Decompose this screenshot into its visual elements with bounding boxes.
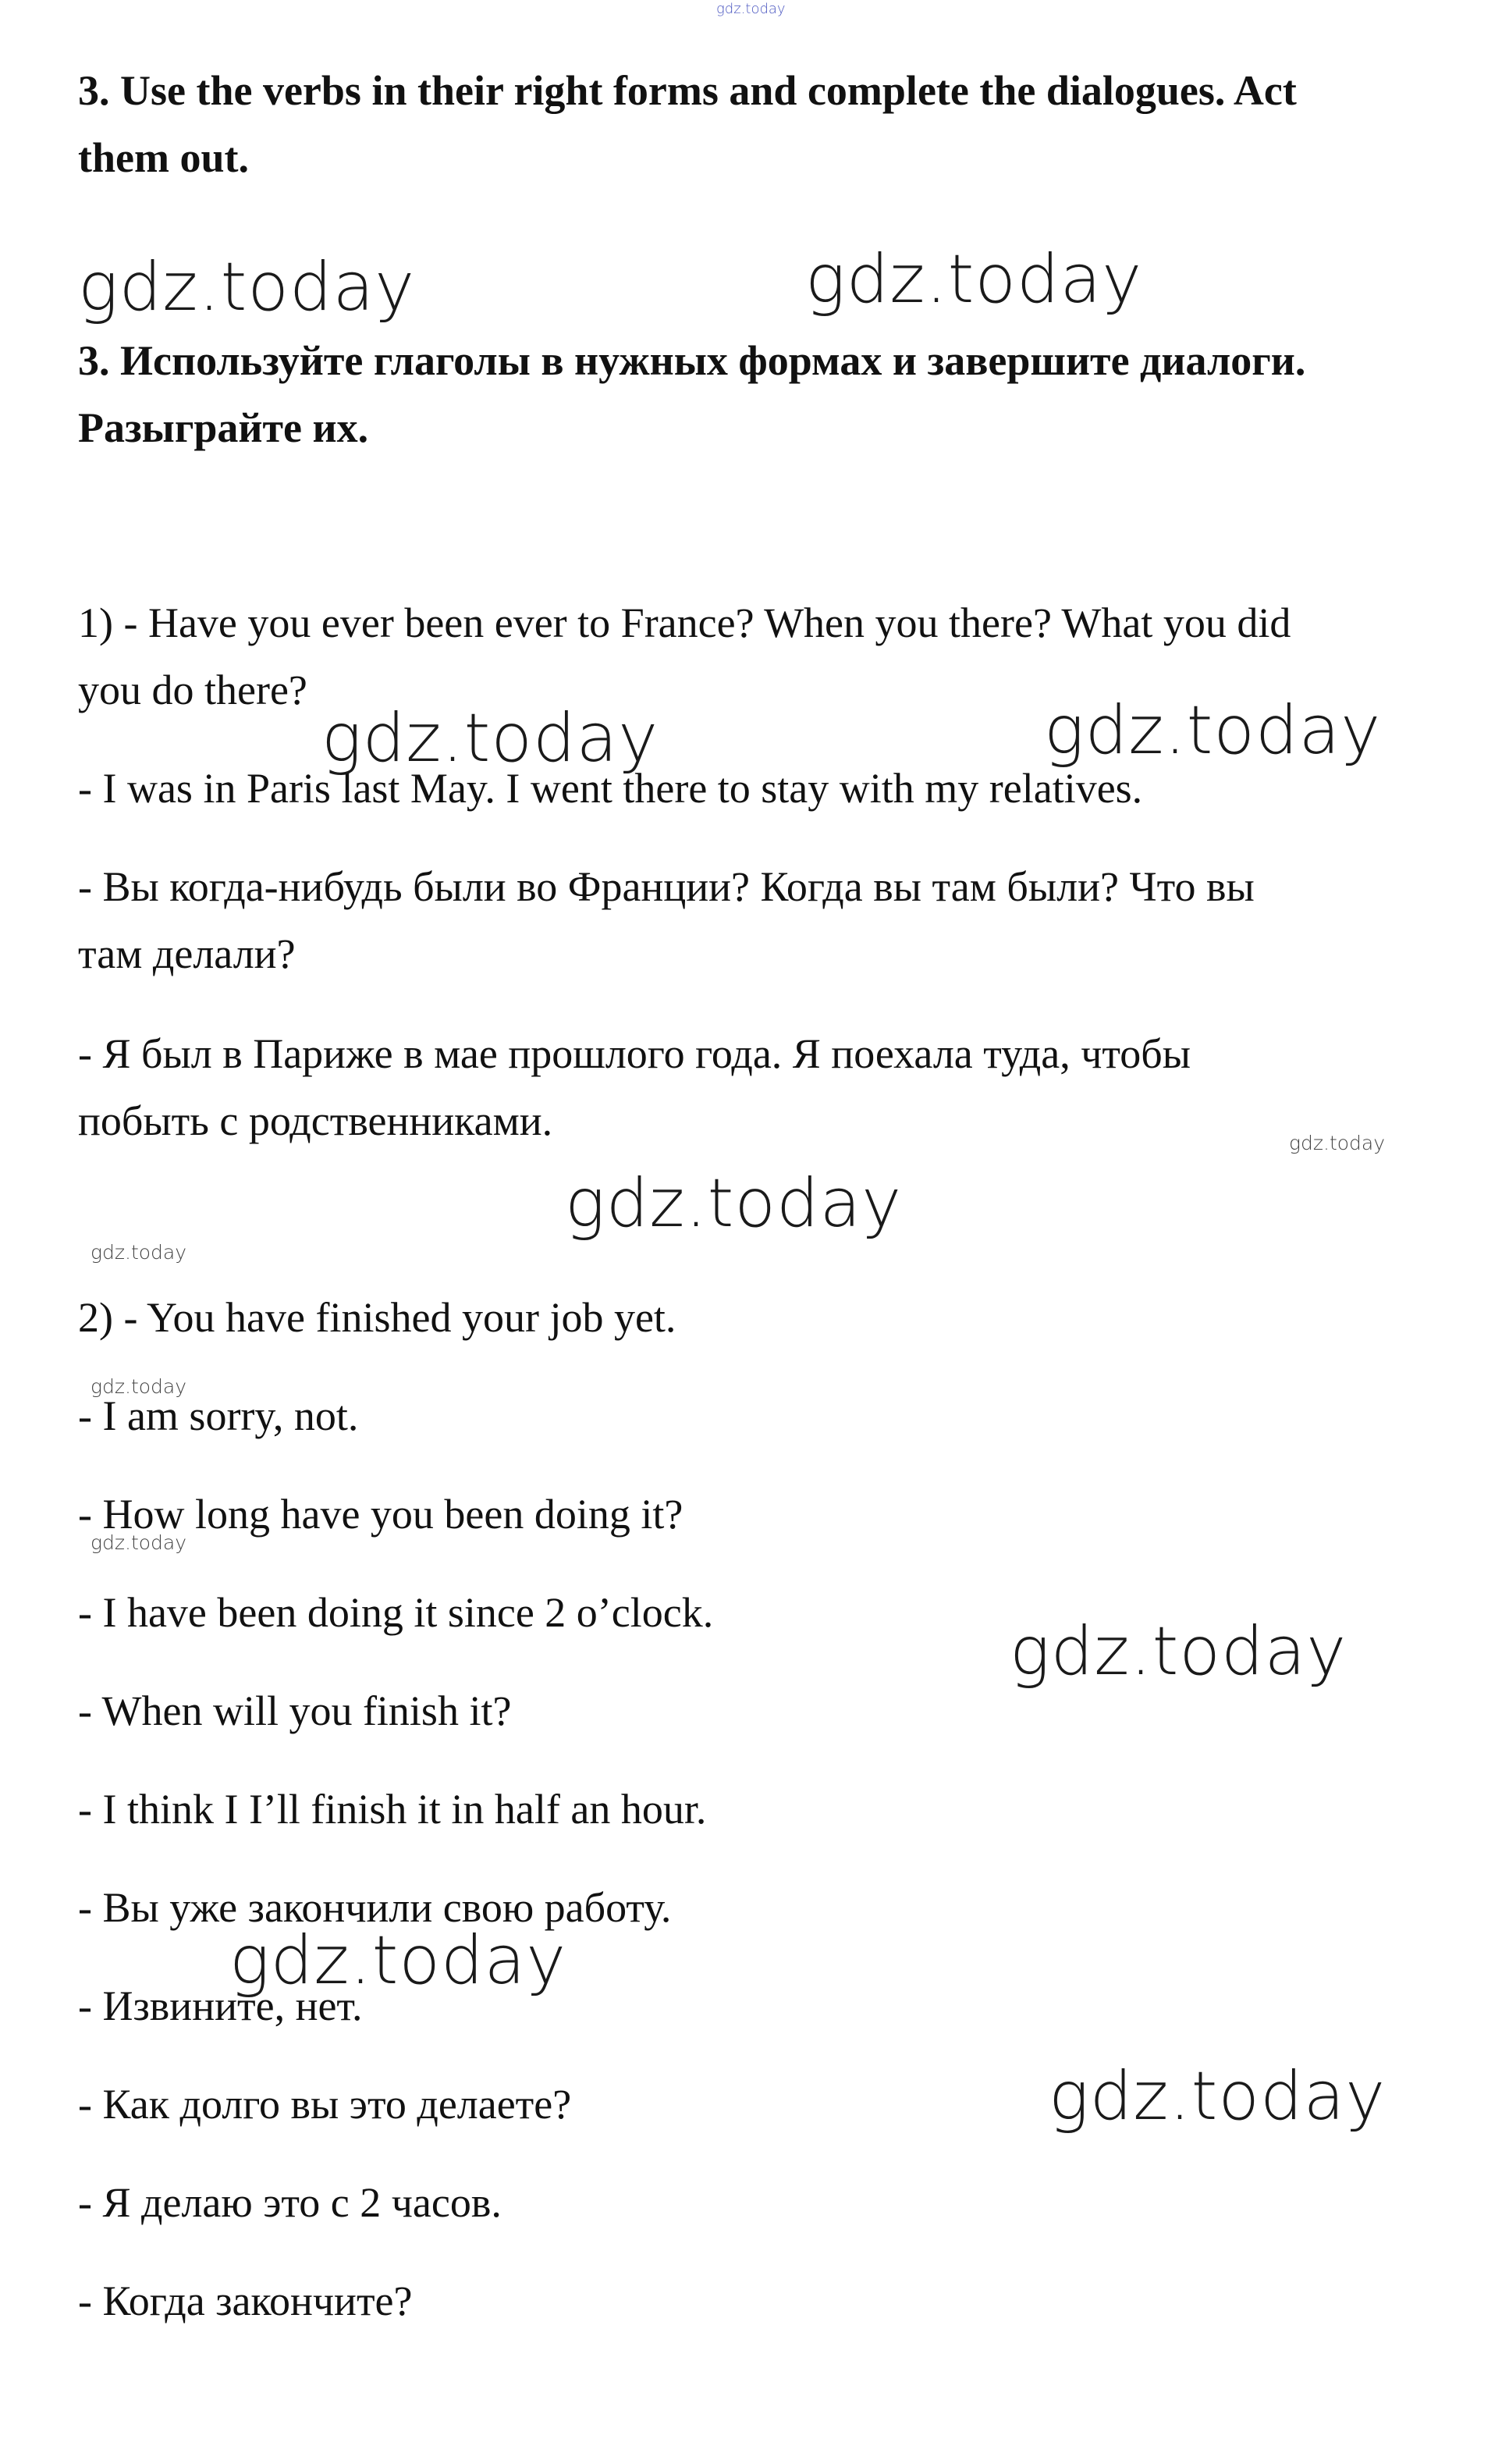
dialogue1-answer-line1: - I was in Paris last May. I went there to stay with my relatives.	[78, 765, 1143, 812]
dialogue2-line: - Я делаю это с 2 часов.	[78, 2179, 502, 2226]
watermark: gdz.today	[565, 1164, 903, 1243]
dialogue2-line: - I have been doing it since 2 o’clock.	[78, 1589, 714, 1636]
dialogue2-line: - I think I I’ll finish it in half an hour.	[78, 1786, 707, 1833]
watermark: gdz.today	[805, 240, 1143, 318]
dialogue2-line: - Извините, нет.	[78, 1982, 363, 2029]
watermark: gdz.today	[1044, 692, 1382, 770]
dialogue1-ru-answer-line1: - Я был в Париже в мае прошлого года. Я поехала туда, чтобы	[78, 1030, 1191, 1077]
watermark-small: gdz.today	[91, 1531, 187, 1554]
dialogue1-ru-answer-line2: побыть с родственниками.	[78, 1097, 553, 1144]
dialogue2-line: - Как долго вы это делаете?	[78, 2081, 572, 2128]
task-title-en-line1: 3. Use the verbs in their right forms and complete the dialogues. Act	[78, 67, 1297, 114]
dialogue2-line: - Когда закончите?	[78, 2277, 413, 2324]
dialogue2-line: - Вы уже закончили свою работу.	[78, 1884, 672, 1931]
dialogue1-question-line1: 1) - Have you ever been ever to France? When you there? What you did	[78, 599, 1291, 646]
dialogue2-line: 2) - You have finished your job yet.	[78, 1294, 676, 1341]
watermark: gdz.today	[78, 248, 416, 326]
watermark: gdz.today	[321, 699, 659, 777]
dialogue2-line: - When will you finish it?	[78, 1687, 512, 1734]
watermark: gdz.today	[1049, 2057, 1387, 2135]
watermark-top: gdz.today	[716, 1, 786, 17]
dialogue2-line: - I am sorry, not.	[78, 1392, 359, 1439]
task-title-en-line2: them out.	[78, 134, 249, 181]
watermark: gdz.today	[229, 1922, 567, 2000]
watermark: gdz.today	[1010, 1612, 1347, 1691]
task-title-ru-line2: Разыграйте их.	[78, 404, 369, 451]
watermark-small: gdz.today	[91, 1241, 187, 1264]
dialogue2-line: - How long have you been doing it?	[78, 1491, 683, 1538]
dialogue1-ru-question-line2: там делали?	[78, 930, 296, 977]
watermark-small: gdz.today	[1289, 1132, 1386, 1154]
dialogue1-ru-question-line1: - Вы когда-нибудь были во Франции? Когда вы там были? Что вы	[78, 863, 1255, 910]
task-title-ru-line1: 3. Используйте глаголы в нужных формах и завершите диалоги.	[78, 337, 1306, 384]
watermark-small: gdz.today	[91, 1375, 187, 1398]
dialogue1-question-line2: you do there?	[78, 667, 307, 713]
